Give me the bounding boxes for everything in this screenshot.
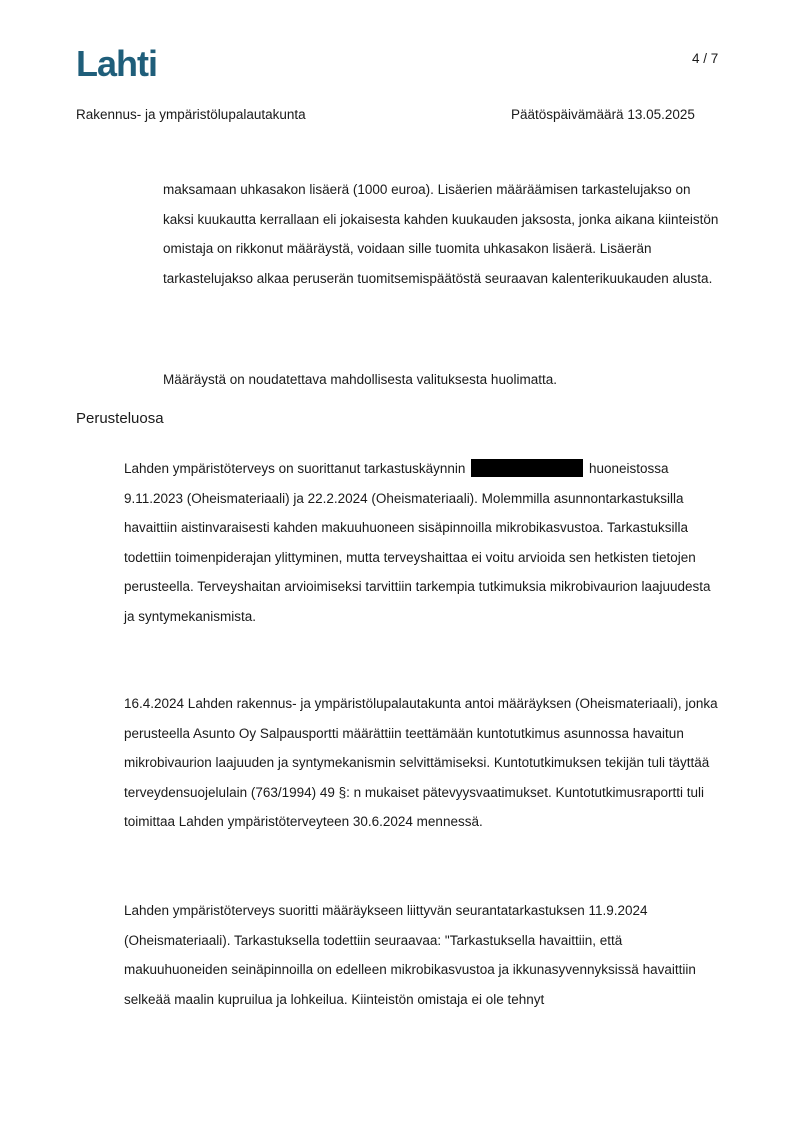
page-number: 4 / 7 xyxy=(692,51,719,66)
inspection-text-rest: huoneistossa 9.11.2023 (Oheismateriaali) ja 22.2.2024 (Oheismateriaali). Molemmilla asunnontarkastuksilla havaittiin aistinvaraisesti kahden makuuhuoneen sisäpinnoilla mikrobikasvustoa. Tarkastuksilla todettiin toimenpiderajan ylittyminen, mutta terveyshaittaa ei voitu arvioida sen hetkisten tietojen perusteella. Terveyshaitan arvioimiseksi tarvittiin tarkempia tutkimuksia mikrobivaurion laajuudesta ja syntymekanismista. xyxy=(124,461,711,624)
paragraph-inspection xyxy=(124,454,724,631)
paragraph-followup: Lahden ympäristöterveys suoritti määräykseen liittyvän seurantatarkastuksen 11.9.2024 (Oheismateriaali). Tarkastuksella todettiin seuraavaa: "Tarkastuksella havaittiin, että makuuhuoneiden seinäpinnoilla on edelleen mikrobikasvustoa ja ikkunasyvennyksissä havaittiin selkeää maalin kupruilua ja lohkeilua. Kiinteistön omistaja ei ole tehnyt xyxy=(124,903,696,1007)
paragraph-compliance: Määräystä on noudatettava mahdollisesta valituksesta huolimatta. xyxy=(163,372,557,387)
decision-date: Päätöspäivämäärä 13.05.2025 xyxy=(511,107,695,122)
paragraph-penalty-terms: maksamaan uhkasakon lisäerä (1000 euroa). Lisäerien määräämisen tarkastelujakso on kaksi kuukautta kerrallaan eli jokaisesta kahden kuukauden jaksosta, jonka aikana kiinteistön omistaja on rikkonut määräystä, voidaan sille tuomita uhkasakon lisäerä. Lisäerän tarkastelujakso alkaa peruserän tuomitsemispäätöstä seuraavan kalenterikuukauden alusta. xyxy=(163,182,719,286)
logo-text: Lahti xyxy=(76,46,157,82)
paragraph-order: 16.4.2024 Lahden rakennus- ja ympäristölupalautakunta antoi määräyksen (Oheismateriaali), jonka perusteella Asunto Oy Salpausportti määrättiin teettämään kuntotutkimus asunnossa havaitun mikrobivaurion laajuuden ja syntymekanismin selvittämiseksi. Kuntotutkimuksen tekijän tuli täyttää terveydensuojelulain (763/1994) 49 §: n mukaiset pätevyysvaatimukset. Kuntotutkimusraportti tuli toimittaa Lahden ympäristöterveyteen 30.6.2024 mennessä. xyxy=(124,696,718,829)
section-title: Perusteluosa xyxy=(76,410,164,427)
lahti-logo xyxy=(76,46,168,82)
redaction-block xyxy=(471,459,583,477)
inspection-text-start: Lahden ympäristöterveys on suorittanut tarkastuskäynnin xyxy=(124,461,466,476)
board-name: Rakennus- ja ympäristölupalautakunta xyxy=(76,107,306,122)
